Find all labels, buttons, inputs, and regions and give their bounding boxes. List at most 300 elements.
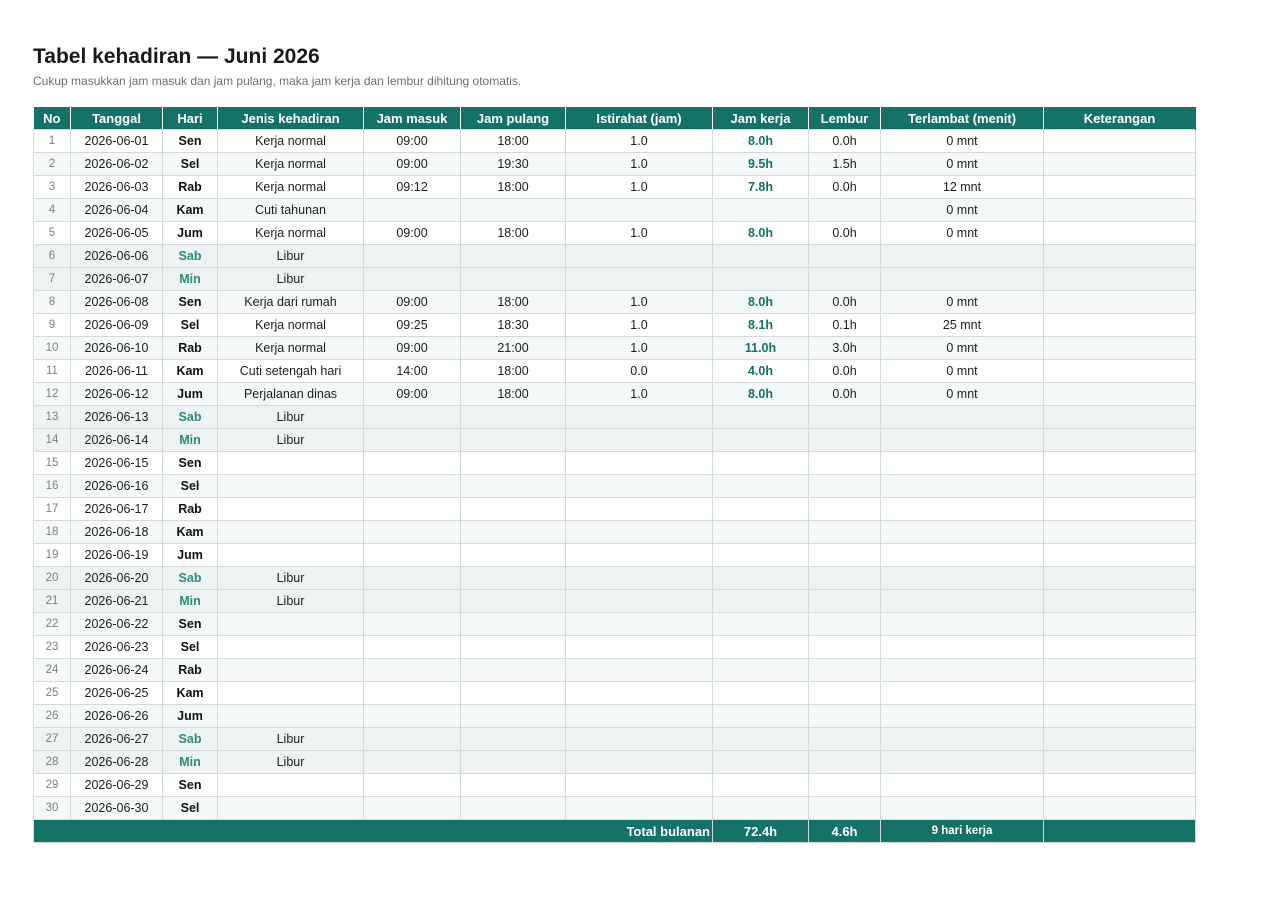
overtime-cell [809, 682, 881, 705]
late-minutes-cell [881, 521, 1044, 544]
table-row [34, 245, 1196, 268]
notes-cell[interactable] [1044, 314, 1196, 337]
attendance-type-cell[interactable] [218, 613, 364, 636]
table-row [34, 406, 1196, 429]
date-cell: 2026-06-04 [71, 199, 163, 222]
day-cell: Kam [163, 682, 218, 705]
date-cell: 2026-06-13 [71, 406, 163, 429]
overtime-cell: 0.0h [809, 130, 881, 153]
break-cell[interactable] [566, 774, 713, 797]
table-row [34, 337, 1196, 360]
overtime-cell: 0.0h [809, 383, 881, 406]
notes-cell[interactable] [1044, 360, 1196, 383]
clock-out-cell[interactable] [461, 268, 566, 291]
attendance-type-cell[interactable]: Libur [218, 245, 364, 268]
day-cell: Sab [163, 567, 218, 590]
notes-cell[interactable] [1044, 728, 1196, 751]
table-row [34, 153, 1196, 176]
date-cell: 2026-06-07 [71, 268, 163, 291]
late-minutes-cell [881, 544, 1044, 567]
late-minutes-cell: 0 mnt [881, 360, 1044, 383]
notes-cell[interactable] [1044, 498, 1196, 521]
break-cell[interactable]: 1.0 [566, 291, 713, 314]
late-minutes-cell [881, 682, 1044, 705]
clock-in-cell[interactable] [364, 659, 461, 682]
break-cell[interactable] [566, 521, 713, 544]
clock-out-cell[interactable]: 18:00 [461, 383, 566, 406]
clock-in-cell[interactable]: 09:12 [364, 176, 461, 199]
clock-out-cell[interactable] [461, 498, 566, 521]
clock-out-cell[interactable] [461, 636, 566, 659]
break-cell[interactable] [566, 544, 713, 567]
notes-cell[interactable] [1044, 797, 1196, 820]
notes-cell[interactable] [1044, 222, 1196, 245]
attendance-table [33, 107, 1196, 843]
day-cell: Min [163, 751, 218, 774]
day-cell: Sab [163, 406, 218, 429]
overtime-cell [809, 452, 881, 475]
clock-in-cell[interactable] [364, 452, 461, 475]
clock-in-cell[interactable]: 09:00 [364, 383, 461, 406]
row-number-cell: 9 [34, 314, 71, 337]
overtime-cell [809, 567, 881, 590]
row-number-cell: 1 [34, 130, 71, 153]
work-hours-cell [713, 475, 809, 498]
late-minutes-cell [881, 774, 1044, 797]
break-cell[interactable] [566, 475, 713, 498]
clock-out-cell[interactable] [461, 797, 566, 820]
work-hours-cell: 8.1h [713, 314, 809, 337]
clock-out-cell[interactable] [461, 590, 566, 613]
overtime-cell [809, 498, 881, 521]
clock-out-cell[interactable]: 18:00 [461, 222, 566, 245]
break-cell[interactable] [566, 751, 713, 774]
attendance-type-cell[interactable]: Libur [218, 590, 364, 613]
notes-cell[interactable] [1044, 774, 1196, 797]
break-cell[interactable]: 1.0 [566, 337, 713, 360]
clock-out-cell[interactable]: 18:00 [461, 176, 566, 199]
break-cell[interactable] [566, 705, 713, 728]
clock-in-cell[interactable]: 09:25 [364, 314, 461, 337]
work-hours-cell [713, 406, 809, 429]
row-number-cell: 12 [34, 383, 71, 406]
date-cell: 2026-06-28 [71, 751, 163, 774]
notes-cell[interactable] [1044, 337, 1196, 360]
notes-cell[interactable] [1044, 452, 1196, 475]
clock-in-cell[interactable] [364, 728, 461, 751]
clock-out-cell[interactable] [461, 567, 566, 590]
table-row [34, 291, 1196, 314]
notes-cell[interactable] [1044, 406, 1196, 429]
total-overtime: 4.6h [809, 820, 881, 843]
work-hours-cell [713, 613, 809, 636]
table-row [34, 360, 1196, 383]
attendance-type-cell[interactable] [218, 659, 364, 682]
work-hours-cell [713, 659, 809, 682]
work-hours-cell: 8.0h [713, 130, 809, 153]
attendance-type-cell[interactable]: Perjalanan dinas [218, 383, 364, 406]
notes-cell[interactable] [1044, 199, 1196, 222]
column-header-notes[interactable]: Keterangan [1044, 107, 1196, 130]
break-cell[interactable] [566, 613, 713, 636]
overtime-cell [809, 705, 881, 728]
column-header-clock-out[interactable]: Jam pulang [461, 107, 566, 130]
notes-cell[interactable] [1044, 153, 1196, 176]
clock-in-cell[interactable] [364, 797, 461, 820]
date-cell: 2026-06-09 [71, 314, 163, 337]
date-cell: 2026-06-17 [71, 498, 163, 521]
late-minutes-cell [881, 567, 1044, 590]
work-hours-cell [713, 751, 809, 774]
attendance-type-cell[interactable]: Kerja normal [218, 176, 364, 199]
late-minutes-cell [881, 452, 1044, 475]
column-header-date[interactable]: Tanggal [71, 107, 163, 130]
notes-cell[interactable] [1044, 521, 1196, 544]
attendance-type-cell[interactable]: Libur [218, 429, 364, 452]
day-cell: Sen [163, 613, 218, 636]
clock-in-cell[interactable] [364, 245, 461, 268]
clock-out-cell[interactable] [461, 429, 566, 452]
clock-in-cell[interactable] [364, 544, 461, 567]
break-cell[interactable]: 1.0 [566, 176, 713, 199]
late-minutes-cell: 0 mnt [881, 153, 1044, 176]
attendance-type-cell[interactable]: Kerja dari rumah [218, 291, 364, 314]
clock-out-cell[interactable] [461, 728, 566, 751]
clock-out-cell[interactable]: 18:30 [461, 314, 566, 337]
attendance-type-cell[interactable]: Libur [218, 268, 364, 291]
notes-cell[interactable] [1044, 475, 1196, 498]
clock-out-cell[interactable]: 18:00 [461, 291, 566, 314]
attendance-type-cell[interactable]: Kerja normal [218, 222, 364, 245]
date-cell: 2026-06-22 [71, 613, 163, 636]
day-cell: Sel [163, 153, 218, 176]
late-minutes-cell [881, 613, 1044, 636]
row-number-cell: 26 [34, 705, 71, 728]
break-cell[interactable]: 0.0 [566, 360, 713, 383]
clock-out-cell[interactable] [461, 521, 566, 544]
notes-cell[interactable] [1044, 567, 1196, 590]
attendance-type-cell[interactable] [218, 544, 364, 567]
notes-cell[interactable] [1044, 291, 1196, 314]
overtime-cell [809, 659, 881, 682]
break-cell[interactable]: 1.0 [566, 130, 713, 153]
work-hours-cell [713, 429, 809, 452]
clock-in-cell[interactable]: 14:00 [364, 360, 461, 383]
total-work-hours: 72.4h [713, 820, 809, 843]
column-header-overtime[interactable]: Lembur [809, 107, 881, 130]
clock-in-cell[interactable]: 09:00 [364, 291, 461, 314]
date-cell: 2026-06-15 [71, 452, 163, 475]
break-cell[interactable] [566, 406, 713, 429]
attendance-type-cell[interactable]: Kerja normal [218, 130, 364, 153]
clock-in-cell[interactable] [364, 429, 461, 452]
row-number-cell: 7 [34, 268, 71, 291]
late-minutes-cell [881, 636, 1044, 659]
row-number-cell: 27 [34, 728, 71, 751]
notes-cell[interactable] [1044, 636, 1196, 659]
late-minutes-cell [881, 475, 1044, 498]
notes-cell[interactable] [1044, 659, 1196, 682]
date-cell: 2026-06-20 [71, 567, 163, 590]
overtime-cell [809, 406, 881, 429]
break-cell[interactable] [566, 245, 713, 268]
work-hours-cell [713, 636, 809, 659]
work-hours-cell [713, 498, 809, 521]
clock-out-cell[interactable] [461, 406, 566, 429]
break-cell[interactable] [566, 728, 713, 751]
attendance-type-cell[interactable]: Cuti setengah hari [218, 360, 364, 383]
row-number-cell: 30 [34, 797, 71, 820]
date-cell: 2026-06-03 [71, 176, 163, 199]
table-body [34, 130, 1196, 820]
clock-out-cell[interactable] [461, 544, 566, 567]
attendance-type-cell[interactable] [218, 452, 364, 475]
row-number-cell: 13 [34, 406, 71, 429]
attendance-type-cell[interactable]: Libur [218, 728, 364, 751]
clock-in-cell[interactable] [364, 590, 461, 613]
notes-cell[interactable] [1044, 590, 1196, 613]
late-minutes-cell [881, 245, 1044, 268]
total-work-days: 9 hari kerja [881, 820, 1044, 843]
row-number-cell: 22 [34, 613, 71, 636]
table-row [34, 521, 1196, 544]
clock-out-cell[interactable] [461, 774, 566, 797]
work-hours-cell [713, 245, 809, 268]
clock-in-cell[interactable] [364, 567, 461, 590]
date-cell: 2026-06-01 [71, 130, 163, 153]
work-hours-cell: 4.0h [713, 360, 809, 383]
attendance-type-cell[interactable] [218, 475, 364, 498]
work-hours-cell: 11.0h [713, 337, 809, 360]
column-header-attendance-type[interactable]: Jenis kehadiran [218, 107, 364, 130]
overtime-cell [809, 728, 881, 751]
row-number-cell: 18 [34, 521, 71, 544]
date-cell: 2026-06-06 [71, 245, 163, 268]
day-cell: Rab [163, 337, 218, 360]
table-row [34, 199, 1196, 222]
clock-in-cell[interactable]: 09:00 [364, 153, 461, 176]
break-cell[interactable] [566, 452, 713, 475]
late-minutes-cell: 0 mnt [881, 337, 1044, 360]
overtime-cell [809, 544, 881, 567]
overtime-cell [809, 521, 881, 544]
header-row [34, 107, 1196, 130]
break-cell[interactable] [566, 636, 713, 659]
work-hours-cell [713, 544, 809, 567]
date-cell: 2026-06-05 [71, 222, 163, 245]
attendance-type-cell[interactable]: Kerja normal [218, 314, 364, 337]
day-cell: Sel [163, 475, 218, 498]
attendance-type-cell[interactable] [218, 797, 364, 820]
clock-in-cell[interactable]: 09:00 [364, 222, 461, 245]
row-number-cell: 23 [34, 636, 71, 659]
break-cell[interactable]: 1.0 [566, 314, 713, 337]
break-cell[interactable]: 1.0 [566, 383, 713, 406]
attendance-type-cell[interactable]: Kerja normal [218, 153, 364, 176]
overtime-cell: 0.1h [809, 314, 881, 337]
clock-in-cell[interactable]: 09:00 [364, 337, 461, 360]
row-number-cell: 29 [34, 774, 71, 797]
notes-cell[interactable] [1044, 705, 1196, 728]
day-cell: Sen [163, 291, 218, 314]
clock-in-cell[interactable] [364, 199, 461, 222]
late-minutes-cell: 12 mnt [881, 176, 1044, 199]
day-cell: Rab [163, 498, 218, 521]
clock-out-cell[interactable]: 18:00 [461, 130, 566, 153]
date-cell: 2026-06-10 [71, 337, 163, 360]
clock-out-cell[interactable] [461, 245, 566, 268]
clock-in-cell[interactable] [364, 774, 461, 797]
late-minutes-cell: 0 mnt [881, 199, 1044, 222]
clock-out-cell[interactable]: 21:00 [461, 337, 566, 360]
work-hours-cell: 9.5h [713, 153, 809, 176]
day-cell: Sab [163, 245, 218, 268]
clock-in-cell[interactable] [364, 498, 461, 521]
attendance-type-cell[interactable]: Kerja normal [218, 337, 364, 360]
clock-out-cell[interactable] [461, 475, 566, 498]
date-cell: 2026-06-24 [71, 659, 163, 682]
clock-in-cell[interactable] [364, 521, 461, 544]
clock-in-cell[interactable] [364, 406, 461, 429]
work-hours-cell [713, 268, 809, 291]
break-cell[interactable] [566, 498, 713, 521]
break-cell[interactable] [566, 199, 713, 222]
clock-out-cell[interactable]: 19:30 [461, 153, 566, 176]
clock-in-cell[interactable] [364, 475, 461, 498]
break-cell[interactable] [566, 659, 713, 682]
clock-in-cell[interactable] [364, 751, 461, 774]
day-cell: Kam [163, 360, 218, 383]
break-cell[interactable]: 1.0 [566, 153, 713, 176]
table-row [34, 728, 1196, 751]
notes-cell[interactable] [1044, 613, 1196, 636]
break-cell[interactable] [566, 429, 713, 452]
day-cell: Sen [163, 774, 218, 797]
day-cell: Sab [163, 728, 218, 751]
attendance-type-cell[interactable]: Libur [218, 567, 364, 590]
row-number-cell: 14 [34, 429, 71, 452]
column-header-day[interactable]: Hari [163, 107, 218, 130]
clock-out-cell[interactable] [461, 682, 566, 705]
row-number-cell: 15 [34, 452, 71, 475]
table-row [34, 544, 1196, 567]
clock-in-cell[interactable] [364, 682, 461, 705]
attendance-type-cell[interactable]: Libur [218, 406, 364, 429]
late-minutes-cell [881, 498, 1044, 521]
notes-cell[interactable] [1044, 176, 1196, 199]
notes-cell[interactable] [1044, 245, 1196, 268]
table-row [34, 498, 1196, 521]
notes-cell[interactable] [1044, 429, 1196, 452]
overtime-cell [809, 590, 881, 613]
date-cell: 2026-06-25 [71, 682, 163, 705]
notes-cell[interactable] [1044, 544, 1196, 567]
page-subtitle: Cukup masukkan jam masuk dan jam pulang, maka jam kerja dan lembur dihitung otomatis. [33, 74, 522, 88]
row-number-cell: 28 [34, 751, 71, 774]
column-header-late[interactable]: Terlambat (menit) [881, 107, 1044, 130]
late-minutes-cell [881, 590, 1044, 613]
clock-out-cell[interactable] [461, 199, 566, 222]
clock-out-cell[interactable] [461, 751, 566, 774]
late-minutes-cell [881, 406, 1044, 429]
date-cell: 2026-06-21 [71, 590, 163, 613]
table-row [34, 590, 1196, 613]
clock-out-cell[interactable] [461, 705, 566, 728]
clock-in-cell[interactable] [364, 705, 461, 728]
overtime-cell [809, 636, 881, 659]
column-header-no[interactable]: No [34, 107, 71, 130]
work-hours-cell [713, 797, 809, 820]
work-hours-cell [713, 728, 809, 751]
column-header-work-hours[interactable]: Jam kerja [713, 107, 809, 130]
attendance-type-cell[interactable]: Libur [218, 751, 364, 774]
late-minutes-cell [881, 705, 1044, 728]
attendance-type-cell[interactable] [218, 682, 364, 705]
clock-in-cell[interactable] [364, 268, 461, 291]
attendance-type-cell[interactable] [218, 521, 364, 544]
row-number-cell: 25 [34, 682, 71, 705]
day-cell: Min [163, 590, 218, 613]
clock-out-cell[interactable] [461, 659, 566, 682]
date-cell: 2026-06-02 [71, 153, 163, 176]
notes-cell[interactable] [1044, 268, 1196, 291]
table-row [34, 797, 1196, 820]
row-number-cell: 24 [34, 659, 71, 682]
notes-cell[interactable] [1044, 130, 1196, 153]
row-number-cell: 4 [34, 199, 71, 222]
break-cell[interactable] [566, 797, 713, 820]
table-row [34, 567, 1196, 590]
overtime-cell [809, 268, 881, 291]
work-hours-cell [713, 774, 809, 797]
break-cell[interactable] [566, 268, 713, 291]
notes-cell[interactable] [1044, 383, 1196, 406]
table-row [34, 130, 1196, 153]
clock-in-cell[interactable]: 09:00 [364, 130, 461, 153]
column-header-clock-in[interactable]: Jam masuk [364, 107, 461, 130]
break-cell[interactable] [566, 567, 713, 590]
notes-cell[interactable] [1044, 751, 1196, 774]
attendance-type-cell[interactable]: Cuti tahunan [218, 199, 364, 222]
break-cell[interactable] [566, 590, 713, 613]
table-row [34, 176, 1196, 199]
date-cell: 2026-06-18 [71, 521, 163, 544]
day-cell: Sen [163, 130, 218, 153]
attendance-type-cell[interactable] [218, 636, 364, 659]
late-minutes-cell: 0 mnt [881, 222, 1044, 245]
date-cell: 2026-06-08 [71, 291, 163, 314]
table-row [34, 475, 1196, 498]
attendance-type-cell[interactable] [218, 498, 364, 521]
attendance-type-cell[interactable] [218, 774, 364, 797]
table-row [34, 429, 1196, 452]
break-cell[interactable]: 1.0 [566, 222, 713, 245]
clock-in-cell[interactable] [364, 636, 461, 659]
notes-cell[interactable] [1044, 682, 1196, 705]
clock-out-cell[interactable] [461, 613, 566, 636]
work-hours-cell: 7.8h [713, 176, 809, 199]
late-minutes-cell [881, 659, 1044, 682]
clock-out-cell[interactable]: 18:00 [461, 360, 566, 383]
break-cell[interactable] [566, 682, 713, 705]
column-header-break[interactable]: Istirahat (jam) [566, 107, 713, 130]
clock-out-cell[interactable] [461, 452, 566, 475]
attendance-type-cell[interactable] [218, 705, 364, 728]
totals-label: Total bulanan [34, 820, 713, 843]
date-cell: 2026-06-29 [71, 774, 163, 797]
table-row [34, 682, 1196, 705]
clock-in-cell[interactable] [364, 613, 461, 636]
